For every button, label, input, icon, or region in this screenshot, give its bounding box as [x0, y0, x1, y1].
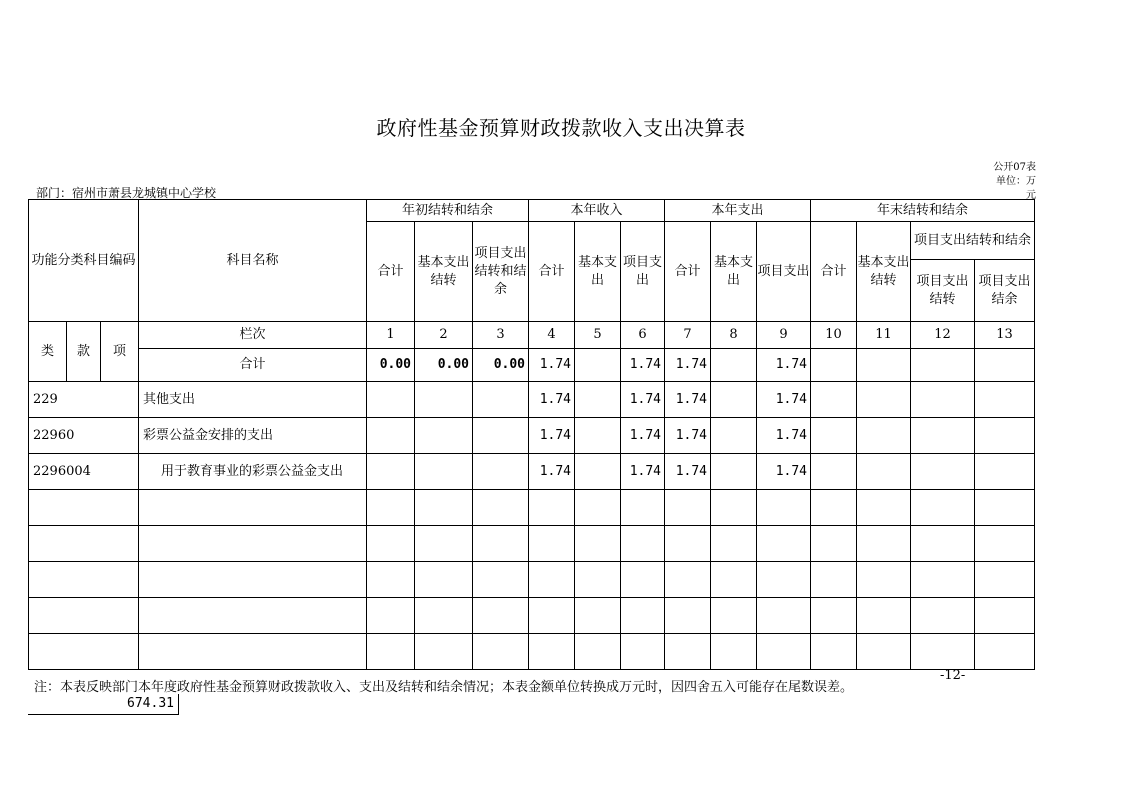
- row-cell: 1.74: [621, 382, 665, 418]
- page-title: 政府性基金预算财政拨款收入支出决算表: [376, 116, 746, 140]
- group-begin-header: 年初结转和结余: [367, 200, 529, 222]
- total-cell: 1.74: [529, 349, 575, 382]
- begin-project-header: 项目支出结转和结余: [473, 222, 529, 322]
- col-number: 2: [415, 322, 473, 349]
- end-project-surplus-header: 项目支出结余: [975, 260, 1035, 322]
- unit-char: 元: [1026, 190, 1036, 201]
- empty-row: [29, 598, 1035, 634]
- expense-project-header: 项目支出: [757, 222, 811, 322]
- empty-row: [29, 562, 1035, 598]
- begin-total-header: 合计: [367, 222, 415, 322]
- row-cell: [415, 382, 473, 418]
- total-cell: [857, 349, 911, 382]
- row-cell: [975, 454, 1035, 490]
- department-label: 部门：宿州市萧县龙城镇中心学校: [36, 186, 217, 200]
- table-row: [29, 418, 1035, 454]
- lei-header: 类: [29, 322, 67, 382]
- row-cell: 1.74: [529, 454, 575, 490]
- total-cell: [575, 349, 621, 382]
- end-project-group-header: 项目支出结转和结余: [911, 222, 1035, 260]
- kuan-header: 款: [67, 322, 101, 382]
- end-project-carry-header: 项目支出结转: [911, 260, 975, 322]
- total-row: [29, 349, 1035, 382]
- table-row: [29, 454, 1035, 490]
- row-cell: 1.74: [621, 454, 665, 490]
- footer-value: 674.31: [127, 696, 174, 711]
- income-project-header: 项目支出: [621, 222, 665, 322]
- row-cell: [911, 382, 975, 418]
- total-cell: [811, 349, 857, 382]
- total-cell: 1.74: [621, 349, 665, 382]
- row-cell: 1.74: [665, 454, 711, 490]
- col-number: 9: [757, 322, 811, 349]
- total-cell: 0.00: [367, 349, 415, 382]
- col-number: 12: [911, 322, 975, 349]
- empty-row: [29, 490, 1035, 526]
- func-code-header: 功能分类科目编码: [29, 200, 139, 322]
- total-cell: [911, 349, 975, 382]
- row-cell: [811, 418, 857, 454]
- row-cell: [711, 454, 757, 490]
- expense-basic-header: 基本支出: [711, 222, 757, 322]
- row-cell: [711, 382, 757, 418]
- group-end-header: 年末结转和结余: [811, 200, 1035, 222]
- col-number: 13: [975, 322, 1035, 349]
- row-cell: [473, 418, 529, 454]
- col-number: 5: [575, 322, 621, 349]
- row-cell: [811, 382, 857, 418]
- xiang-header: 项: [101, 322, 139, 382]
- expense-total-header: 合计: [665, 222, 711, 322]
- row-cell: [367, 382, 415, 418]
- group-income-header: 本年收入: [529, 200, 665, 222]
- col-number: 1: [367, 322, 415, 349]
- row-cell: 1.74: [665, 382, 711, 418]
- row-cell: [575, 382, 621, 418]
- footer-box: [28, 694, 179, 715]
- form-code: 公开07表: [993, 162, 1036, 173]
- row-cell: [811, 454, 857, 490]
- total-cell: [711, 349, 757, 382]
- table-row: [29, 382, 1035, 418]
- col-number: 3: [473, 322, 529, 349]
- subject-name-header: 科目名称: [139, 200, 367, 322]
- income-total-header: 合计: [529, 222, 575, 322]
- row-name: 其他支出: [139, 382, 367, 418]
- col-number: 10: [811, 322, 857, 349]
- row-cell: [473, 454, 529, 490]
- col-number: 11: [857, 322, 911, 349]
- row-cell: [367, 454, 415, 490]
- col-number: 4: [529, 322, 575, 349]
- row-cell: [975, 418, 1035, 454]
- col-number: 7: [665, 322, 711, 349]
- row-cell: 1.74: [757, 382, 811, 418]
- end-basic-carry-header: 基本支出结转: [857, 222, 911, 322]
- row-code: 22960: [29, 418, 139, 454]
- total-cell: 0.00: [473, 349, 529, 382]
- row-cell: 1.74: [757, 454, 811, 490]
- begin-basic-carry-header: 基本支出结转: [415, 222, 473, 322]
- total-cell: 0.00: [415, 349, 473, 382]
- row-name: 彩票公益金安排的支出: [139, 418, 367, 454]
- total-cell: [975, 349, 1035, 382]
- row-name: 用于教育事业的彩票公益金支出: [139, 454, 367, 490]
- row-cell: [911, 418, 975, 454]
- row-cell: [473, 382, 529, 418]
- footnote: 注：本表反映部门本年度政府性基金预算财政拨款收入、支出及结转和结余情况；本表金额单位转换成万元时，因四舍五入可能存在尾数误差。: [34, 680, 854, 695]
- col-number: 6: [621, 322, 665, 349]
- row-cell: 1.74: [529, 382, 575, 418]
- row-cell: [575, 418, 621, 454]
- page-number: -12-: [940, 668, 966, 683]
- row-cell: [575, 454, 621, 490]
- unit-label: 单位：万: [996, 176, 1036, 187]
- lanci-header: 栏次: [139, 322, 367, 349]
- row-cell: [857, 418, 911, 454]
- row-code: 2296004: [29, 454, 139, 490]
- col-number: 8: [711, 322, 757, 349]
- total-cell: 1.74: [665, 349, 711, 382]
- row-cell: [415, 418, 473, 454]
- row-cell: 1.74: [621, 418, 665, 454]
- row-cell: [415, 454, 473, 490]
- row-cell: [975, 382, 1035, 418]
- row-cell: [911, 454, 975, 490]
- row-cell: 1.74: [757, 418, 811, 454]
- row-code: 229: [29, 382, 139, 418]
- total-cell: 1.74: [757, 349, 811, 382]
- end-total-header: 合计: [811, 222, 857, 322]
- empty-row: [29, 634, 1035, 670]
- budget-table: [28, 199, 1035, 670]
- row-cell: [857, 454, 911, 490]
- row-cell: 1.74: [529, 418, 575, 454]
- row-cell: [367, 418, 415, 454]
- row-cell: [711, 418, 757, 454]
- empty-row: [29, 526, 1035, 562]
- income-basic-header: 基本支出: [575, 222, 621, 322]
- row-cell: 1.74: [665, 418, 711, 454]
- row-cell: [857, 382, 911, 418]
- group-expense-header: 本年支出: [665, 200, 811, 222]
- total-label: 合计: [139, 349, 367, 382]
